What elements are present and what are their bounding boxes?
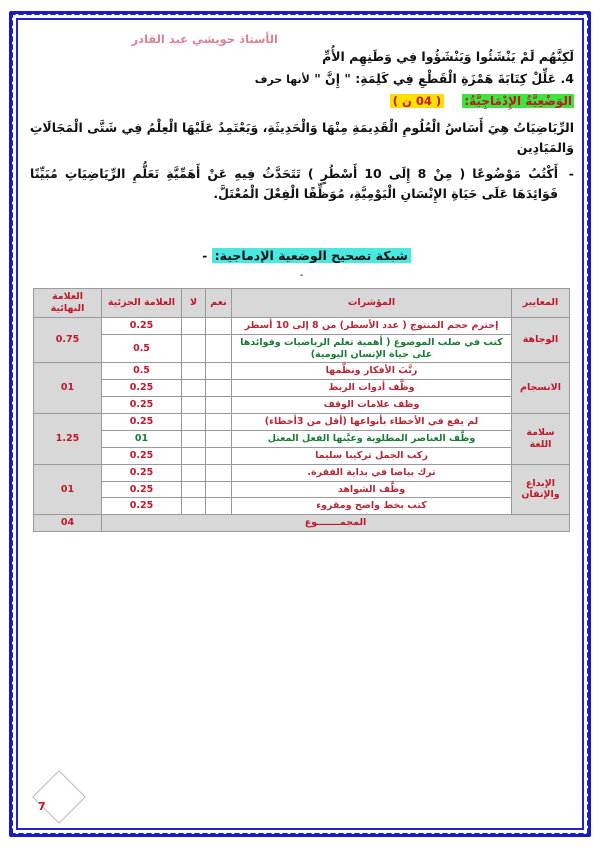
table-row	[34, 447, 570, 464]
grid-heading-dash: -	[202, 248, 208, 263]
cell-indicator: وظَّف أدوات الربط	[232, 380, 512, 397]
cell-yes-checkbox[interactable]	[206, 498, 232, 515]
cell-partial-mark: 0.25	[102, 464, 182, 481]
total-value: 04	[34, 515, 102, 532]
cell-yes-checkbox[interactable]	[206, 334, 232, 363]
cell-criteria: الوجاهة	[512, 317, 570, 363]
cell-partial-mark: 0.25	[102, 397, 182, 414]
cell-indicator: لم يقع في الأخطاء بأنواعها (أقل من 3أخطاء)	[232, 414, 512, 431]
grid-heading	[29, 248, 574, 263]
table-row	[34, 414, 570, 431]
header-no: لا	[182, 289, 206, 318]
bullet-dash: -	[568, 166, 574, 181]
cell-indicator: كتب في صلب الموضوع ( أهمية تعلم الرياضيات وفوائدها على حياة الإنسان اليومية)	[232, 334, 512, 363]
cell-final-mark: 01	[34, 464, 102, 515]
table-header	[34, 289, 570, 318]
cell-partial-mark: 0.5	[102, 363, 182, 380]
cell-no-checkbox[interactable]	[182, 414, 206, 431]
cell-partial-mark: 0.25	[102, 481, 182, 498]
question-4-line	[29, 70, 574, 88]
cell-indicator: ترك بياضا في بداية الفقرة.	[232, 464, 512, 481]
cell-yes-checkbox[interactable]	[206, 464, 232, 481]
table-row	[34, 498, 570, 515]
cell-partial-mark: 0.25	[102, 414, 182, 431]
table-row	[34, 464, 570, 481]
question-4-answer: لأنها حرف	[254, 73, 310, 86]
cell-criteria: الإبداع والإتقان	[512, 464, 570, 515]
header-criteria: المعايير	[512, 289, 570, 318]
diamond-shape-icon	[32, 770, 86, 824]
situation-heading	[29, 94, 574, 108]
cell-no-checkbox[interactable]	[182, 397, 206, 414]
cell-yes-checkbox[interactable]	[206, 481, 232, 498]
cell-indicator: وظَّف الشواهد	[232, 481, 512, 498]
cell-no-checkbox[interactable]	[182, 317, 206, 334]
situation-title: الوَضْعِيَّةُ الإِدْمَاجِيَّةُ:	[464, 94, 572, 108]
cell-no-checkbox[interactable]	[182, 447, 206, 464]
cell-no-checkbox[interactable]	[182, 363, 206, 380]
table-row	[34, 334, 570, 363]
correction-grid-table	[33, 288, 570, 532]
table-row	[34, 481, 570, 498]
page-number: 7	[38, 800, 46, 813]
cell-no-checkbox[interactable]	[182, 464, 206, 481]
cell-indicator: كتب بخط واضح ومقروء	[232, 498, 512, 515]
cell-yes-checkbox[interactable]	[206, 380, 232, 397]
question-4-text: عَلِّلْ كِتَابَةَ هَمْزَةِ الْقَطْعِ فِي كَلِمَةِ: " إِنَّ "	[314, 71, 557, 86]
cell-yes-checkbox[interactable]	[206, 430, 232, 447]
exercise-answer-line: لَكِنَّهُم لَمْ يَنْشَئُوا وَيَنْشَؤُوا فِي وَطَنِهِم الأُمِّ	[322, 49, 574, 64]
header-indicators: المؤشرات	[232, 289, 512, 318]
cell-no-checkbox[interactable]	[182, 498, 206, 515]
cell-indicator: إحترم حجم المنتوج ( عدد الأسطر) من 8 إلى 10 أسطر	[232, 317, 512, 334]
cell-partial-mark: 0.25	[102, 447, 182, 464]
cell-no-checkbox[interactable]	[182, 380, 206, 397]
table-row	[34, 363, 570, 380]
cell-final-mark: 01	[34, 363, 102, 414]
cell-indicator: ركب الجمل تركيبا سليما	[232, 447, 512, 464]
cell-indicator: وظَّف العناصر المطلوبة وعيَّنها الفعل المعتل	[232, 430, 512, 447]
table-row	[34, 317, 570, 334]
grid-heading-text: شبكة تصحيح الوضعية الإدماجية:	[212, 248, 411, 263]
table-header-row	[34, 289, 570, 318]
table-total-row	[34, 515, 570, 532]
cell-criteria: سلامة اللغة	[512, 414, 570, 465]
situation-task-text: أَكْتُبُ مَوْضُوعًا ( مِنْ 8 إِلَى 10 أَسْطُرٍ ) تَتَحَدَّثُ فِيهِ عَنْ أَهَمِّيَّةِ تَعَلُّمِ الرِّيَاضِيَاتِ مُبَيِّنًا فَوَائِدَهَا عَلَى حَيَاةِ الإِنْسَانِ الْيَوْمِيَّةِ، مُوَظِّفًا الْفِعْلَ الْمُعْتَلَّ.	[30, 166, 558, 201]
cell-partial-mark: 0.25	[102, 498, 182, 515]
cell-criteria: الانسجام	[512, 363, 570, 414]
cell-partial-mark: 01	[102, 430, 182, 447]
cell-yes-checkbox[interactable]	[206, 317, 232, 334]
cell-indicator: رتَّبَ الأفكار ونظَّمها	[232, 363, 512, 380]
table-row	[34, 430, 570, 447]
question-4-number: 4.	[560, 71, 574, 86]
grid-subdash: -	[299, 270, 304, 281]
cell-yes-checkbox[interactable]	[206, 447, 232, 464]
situation-points-badge: ( 04 ن )	[390, 94, 444, 108]
cell-partial-mark: 0.25	[102, 317, 182, 334]
cell-no-checkbox[interactable]	[182, 481, 206, 498]
cell-partial-mark: 0.5	[102, 334, 182, 363]
page-content	[22, 26, 578, 822]
cell-yes-checkbox[interactable]	[206, 397, 232, 414]
table-row	[34, 397, 570, 414]
cell-yes-checkbox[interactable]	[206, 414, 232, 431]
cell-final-mark: 1.25	[34, 414, 102, 465]
cell-partial-mark: 0.25	[102, 380, 182, 397]
cell-no-checkbox[interactable]	[182, 334, 206, 363]
header-final-mark: العلامة النهائية	[34, 289, 102, 318]
cell-indicator: وظف علامات الوقف	[232, 397, 512, 414]
total-label: المجمـــــــوع	[102, 515, 570, 532]
table-body	[34, 317, 570, 531]
cell-final-mark: 0.75	[34, 317, 102, 363]
header-yes: نعم	[206, 289, 232, 318]
table-row	[34, 380, 570, 397]
header-partial-mark: العلامة الجزئية	[102, 289, 182, 318]
page-number-badge	[30, 776, 86, 832]
cell-yes-checkbox[interactable]	[206, 363, 232, 380]
cell-no-checkbox[interactable]	[182, 430, 206, 447]
teacher-name: الأستاذ حويشي عبد القادر	[131, 32, 278, 46]
situation-task	[29, 164, 574, 204]
situation-paragraph: الرِّيَاضِيَاتُ هِيَ أَسَاسُ الْعُلُومِ الْقَدِيمَةِ مِنْهَا وَالْحَدِيثَةِ، وَيَعْتَمِدُ عَلَيْهَا الْعِلْمُ فِي شَتَّى الْمَجَالَاتِ وَالمَيَادِين	[29, 120, 574, 155]
